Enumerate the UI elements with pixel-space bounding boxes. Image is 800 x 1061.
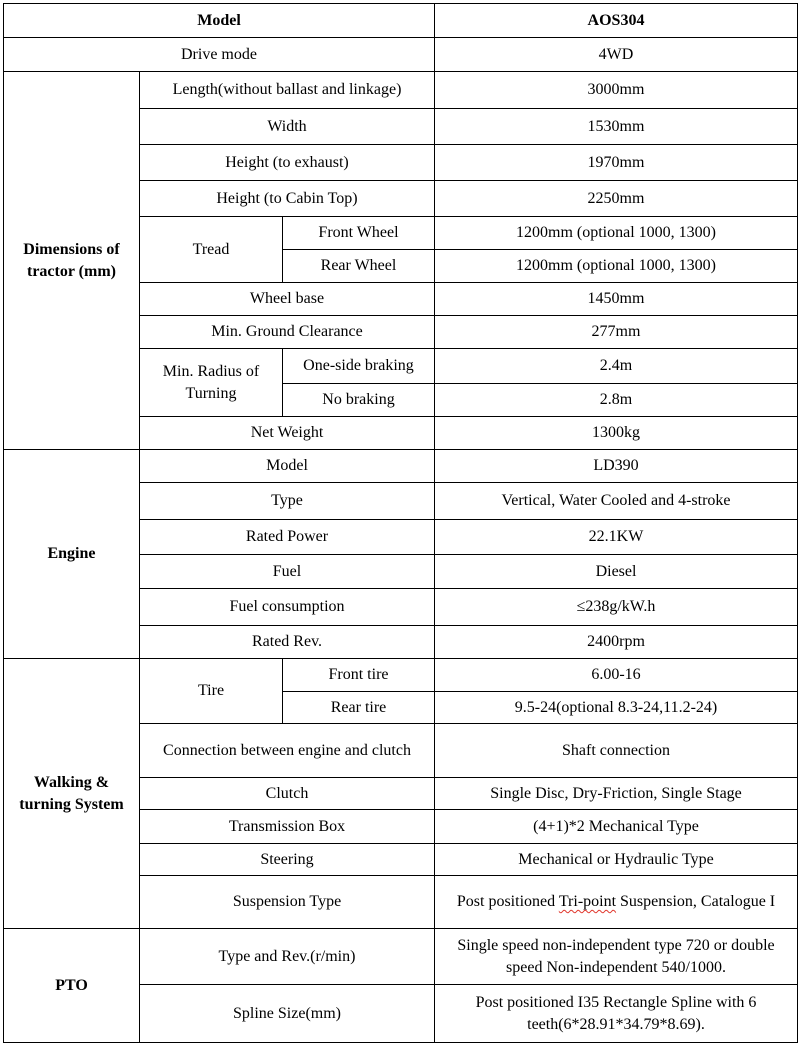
table-row [4, 72, 798, 109]
clutch-label: Clutch [140, 778, 435, 810]
category-dimensions: Dimensions of tractor (mm) [4, 72, 140, 450]
ground-clearance-value: 277mm [435, 316, 798, 349]
steering-value: Mechanical or Hydraulic Type [435, 844, 798, 876]
rated-rev-label: Rated Rev. [140, 626, 435, 659]
net-weight-label: Net Weight [140, 417, 435, 450]
engine-model-value: LD390 [435, 450, 798, 483]
rated-power-label: Rated Power [140, 520, 435, 555]
table-row [4, 929, 798, 985]
table-row [4, 659, 798, 692]
pto-type-value: Single speed non-independent type 720 or double speed Non-independent 540/1000. [435, 929, 798, 985]
fuel-value: Diesel [435, 555, 798, 589]
engine-type-value: Vertical, Water Cooled and 4-stroke [435, 483, 798, 520]
height-cabin-label: Height (to Cabin Top) [140, 181, 435, 217]
turning-one-side-value: 2.4m [435, 349, 798, 384]
turning-label: Min. Radius of Turning [140, 349, 283, 417]
tread-rear-value: 1200mm (optional 1000, 1300) [435, 250, 798, 283]
suspension-label: Suspension Type [140, 876, 435, 929]
category-pto: PTO [4, 929, 140, 1043]
height-exhaust-label: Height (to exhaust) [140, 145, 435, 181]
rear-tire-value: 9.5-24(optional 8.3-24,11.2-24) [435, 692, 798, 724]
suspension-value [435, 876, 798, 929]
net-weight-value: 1300kg [435, 417, 798, 450]
spec-table [3, 3, 798, 1043]
front-tire-label: Front tire [283, 659, 435, 692]
suspension-value-before: Post positioned [456, 893, 559, 910]
transmission-value: (4+1)*2 Mechanical Type [435, 810, 798, 844]
tire-label: Tire [140, 659, 283, 724]
tread-front-value: 1200mm (optional 1000, 1300) [435, 217, 798, 250]
table-row [4, 4, 798, 38]
turning-no-braking-label: No braking [283, 384, 435, 417]
category-walking: Walking & turning System [4, 659, 140, 929]
rated-power-value: 22.1KW [435, 520, 798, 555]
turning-no-braking-value: 2.8m [435, 384, 798, 417]
suspension-value-after: Suspension, Catalogue I [616, 893, 776, 910]
ground-clearance-label: Min. Ground Clearance [140, 316, 435, 349]
rear-tire-label: Rear tire [283, 692, 435, 724]
front-tire-value: 6.00-16 [435, 659, 798, 692]
pto-type-label: Type and Rev.(r/min) [140, 929, 435, 985]
steering-label: Steering [140, 844, 435, 876]
fuel-label: Fuel [140, 555, 435, 589]
height-exhaust-value: 1970mm [435, 145, 798, 181]
spline-label: Spline Size(mm) [140, 985, 435, 1043]
spline-value: Post positioned I35 Rectangle Spline with 6 teeth(6*28.91*34.79*8.69). [435, 985, 798, 1043]
tread-front-label: Front Wheel [283, 217, 435, 250]
suspension-value-mark: Tri-point [558, 893, 617, 910]
clutch-value: Single Disc, Dry-Friction, Single Stage [435, 778, 798, 810]
table-row [4, 38, 798, 72]
length-label: Length(without ballast and linkage) [140, 72, 435, 109]
drive-mode-value: 4WD [435, 38, 798, 72]
drive-mode-label: Drive mode [4, 38, 435, 72]
tread-label: Tread [140, 217, 283, 283]
width-label: Width [140, 109, 435, 145]
length-value: 3000mm [435, 72, 798, 109]
connection-label: Connection between engine and clutch [140, 724, 435, 778]
header-model-value: AOS304 [435, 4, 798, 38]
fuel-consumption-label: Fuel consumption [140, 589, 435, 626]
category-engine: Engine [4, 450, 140, 659]
table-row [4, 450, 798, 483]
engine-model-label: Model [140, 450, 435, 483]
turning-one-side-label: One-side braking [283, 349, 435, 384]
connection-value: Shaft connection [435, 724, 798, 778]
fuel-consumption-value: ≤238g/kW.h [435, 589, 798, 626]
header-model-label: Model [4, 4, 435, 38]
wheel-base-value: 1450mm [435, 283, 798, 316]
height-cabin-value: 2250mm [435, 181, 798, 217]
rated-rev-value: 2400rpm [435, 626, 798, 659]
tread-rear-label: Rear Wheel [283, 250, 435, 283]
width-value: 1530mm [435, 109, 798, 145]
wheel-base-label: Wheel base [140, 283, 435, 316]
engine-type-label: Type [140, 483, 435, 520]
transmission-label: Transmission Box [140, 810, 435, 844]
